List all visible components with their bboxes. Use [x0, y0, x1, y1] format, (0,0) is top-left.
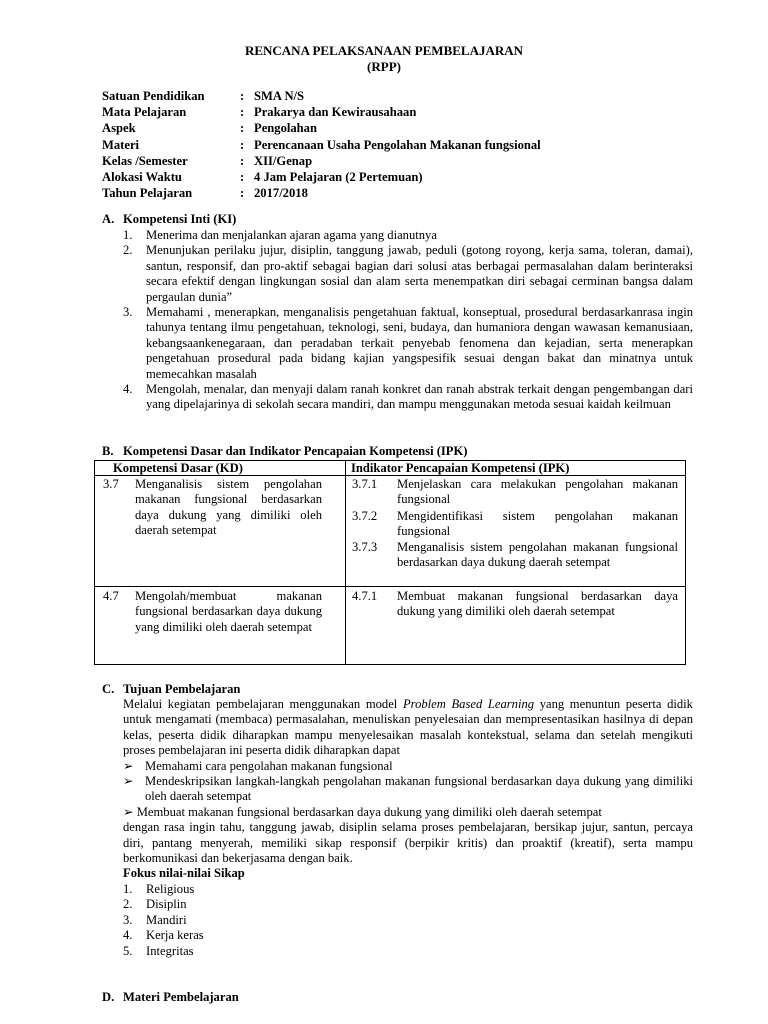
kd-text: Mengolah/membuat makanan fungsional berdasarkan daya dukung yang dimiliki oleh daerah setempat: [135, 589, 322, 634]
item-text: Memahami , menerapkan, menganalisis pengetahuan faktual, konseptual, prosedural berdasarkanrasa ingin tahunya tentang ilmu pengetahuan, teknologi, seni, budaya, dan humaniora dengan wawasan kemanusiaan, kebangsaankenegaraan, dan peradaban terkait penyebab fenomena dan kejadian, serta menerapkan pengetahuan prosedural pada bidang kajian yangspesifik sesuai dengan bakat dan minatnya untuk memecahkan masalah: [146, 305, 693, 381]
item-number: 1.: [123, 228, 133, 242]
list-item: [123, 228, 693, 243]
identity-colon: :: [240, 89, 245, 103]
section-title: Tujuan Pembelajaran: [123, 682, 241, 696]
item-number: 3.: [123, 305, 133, 320]
goal-item: [123, 805, 693, 820]
identity-value: 4 Jam Pelajaran (2 Pertemuan): [254, 169, 423, 184]
list-item: [123, 305, 693, 382]
section-title: Materi Pembelajaran: [123, 990, 239, 1004]
list-item: [123, 882, 693, 897]
item-number: 3.: [123, 912, 133, 927]
item-text: Kerja keras: [146, 928, 204, 943]
list-item: [123, 382, 693, 413]
identity-label: Kelas /Semester: [102, 153, 188, 168]
list-item: [123, 928, 693, 943]
identity-block: [102, 89, 541, 202]
item-number: 2.: [123, 897, 133, 912]
list-item: [123, 944, 693, 959]
kd-number: 3.7: [103, 477, 119, 491]
section-letter: D.: [102, 990, 115, 1004]
model-name: Problem Based Learning: [402, 697, 535, 711]
item-number: 1.: [123, 881, 133, 896]
ipk-number: 4.7.1: [352, 589, 378, 603]
identity-colon: :: [240, 105, 245, 120]
kd-text: Menganalisis sistem pengolahan makanan fungsional berdasarkan daya dukung yang dimiliki oleh daerah setempat: [135, 477, 322, 538]
goal-item: [123, 774, 693, 805]
identity-row: [102, 89, 541, 105]
identity-label: Alokasi Waktu: [102, 169, 182, 184]
ipk-number: 3.7.3: [352, 540, 378, 554]
identity-label: Mata Pelajaran: [102, 105, 187, 120]
learning-objectives: [123, 697, 693, 959]
document-title: RENCANA PELAKSANAAN PEMBELAJARAN: [244, 43, 524, 58]
ipk-text: Menganalisis sistem pengolahan makanan fungsional berdasarkan daya dukung daerah setempat: [397, 540, 678, 570]
identity-colon: :: [240, 186, 245, 201]
identity-value: Pengolahan: [254, 121, 317, 136]
intro-text: yang menuntun peserta didik untuk mengamati (membaca) permasalahan, menuliskan penyelesaian dan mempresentasikan hasilnya di depan kelas, peserta didik diharapkan mampu menyelesaikan masalah kontekstual, selama dan setelah mengikuti proses pembelajaran ini peserta didik diharapkan dapat: [123, 697, 693, 758]
item-number: 4.: [123, 928, 133, 943]
identity-row: [102, 105, 541, 121]
ipk-text: Menjelaskan cara melakukan pengolahan makanan fungsional: [397, 477, 678, 507]
section-d-heading: [102, 990, 239, 1005]
item-text: Mandiri: [146, 912, 187, 927]
identity-row: [102, 154, 541, 170]
goal-text: Memahami cara pengolahan makanan fungsional: [145, 758, 393, 773]
identity-colon: :: [240, 137, 245, 152]
list-item: [123, 897, 693, 912]
goal-text: Membuat makanan fungsional berdasarkan daya dukung yang dimiliki oleh daerah setempat: [136, 804, 602, 819]
item-number: 5.: [123, 943, 133, 958]
document-subtitle: (RPP): [367, 59, 401, 74]
item-number: 4.: [123, 382, 133, 397]
objectives-closing: dengan rasa ingin tahu, tanggung jawab, disiplin selama proses pembelajaran, bersikap jujur, santun, percaya diri, pantang menyerah, memiliki sikap responsif (berpikir kritis) dan proaktif (kreatif), serta mampu berkomunikasi dan bekerjasama dengan baik.: [123, 820, 693, 866]
arrow-bullet-icon: ➢: [123, 774, 134, 789]
ipk-cell: [352, 589, 682, 620]
identity-label: Satuan Pendidikan: [102, 89, 205, 103]
objectives-intro: [123, 697, 693, 759]
kd-number: 4.7: [103, 589, 119, 603]
goal-text: Mendeskripsikan langkah-langkah pengolahan makanan fungsional berdasarkan daya dukung yang dimiliki oleh daerah setempat: [145, 774, 693, 804]
table-divider: [95, 586, 685, 587]
ipk-column-header: Indikator Pencapaian Kompetensi (IPK): [351, 461, 570, 475]
ipk-number: 3.7.2: [352, 509, 378, 523]
section-a-heading: [102, 212, 236, 227]
item-text: Disiplin: [146, 897, 187, 912]
section-letter: B.: [102, 444, 114, 458]
list-item: [123, 913, 693, 928]
section-title: Kompetensi Dasar dan Indikator Pencapaian Kompetensi (IPK): [123, 444, 468, 458]
identity-value: XII/Genap: [254, 153, 313, 168]
ipk-text: Mengidentifikasi sistem pengolahan makanan fungsional: [397, 509, 678, 539]
kd-cell: [103, 589, 339, 635]
section-title: Kompetensi Inti (KI): [123, 212, 237, 226]
item-text: Menerima dan menjalankan ajaran agama yang dianutnya: [146, 228, 437, 242]
ipk-number: 3.7.1: [352, 477, 378, 491]
identity-colon: :: [240, 153, 245, 168]
identity-row: [102, 170, 541, 186]
item-text: Mengolah, menalar, dan menyaji dalam ranah konkret dan ranah abstrak terkait dengan pengembangan dari yang dipelajarinya di sekolah secara mandiri, dan mampu menggunakan metoda sesuai kaidah keilmuan: [146, 382, 693, 412]
item-text: Integritas: [146, 943, 194, 958]
kd-ipk-table: [94, 460, 686, 665]
item-text: Religious: [146, 881, 195, 896]
identity-label: Materi: [102, 137, 140, 152]
section-c-heading: [102, 682, 240, 697]
ipk-cell: [352, 477, 682, 508]
item-number: 2.: [123, 243, 133, 258]
intro-text: Melalui kegiatan pembelajaran menggunakan model: [123, 697, 403, 711]
list-item: [123, 243, 693, 305]
table-divider: [345, 461, 346, 664]
section-b-heading: [102, 444, 468, 459]
arrow-bullet-icon: ➢: [123, 804, 134, 819]
identity-colon: :: [240, 169, 245, 184]
ipk-text: Membuat makanan fungsional berdasarkan daya dukung yang dimiliki oleh daerah setempat: [397, 589, 678, 619]
identity-row: [102, 186, 541, 202]
identity-value: 2017/2018: [254, 186, 308, 201]
identity-value: SMA N/S: [254, 89, 305, 103]
goal-item: [123, 759, 693, 774]
identity-colon: :: [240, 121, 245, 136]
arrow-bullet-icon: ➢: [123, 758, 134, 773]
item-text: Menunjukan perilaku jujur, disiplin, tanggung jawab, peduli (gotong royong, kerja sama, toleran, damai), santun, responsif, dan pro-aktif sebagai bagian dari solusi atas berbagai permasalahan dalam berinteraksi secara efektif dengan lingkungan sosial dan alam serta menempatkan diri sebagai cerminan bangsa dalam pergaulan dunia”: [146, 243, 693, 304]
section-letter: A.: [102, 212, 115, 226]
kd-cell: [103, 477, 339, 539]
ipk-cell: [352, 540, 682, 571]
identity-label: Aspek: [102, 121, 136, 136]
kd-column-header: Kompetensi Dasar (KD): [113, 461, 243, 475]
identity-label: Tahun Pelajaran: [102, 186, 193, 201]
identity-value: Perencanaan Usaha Pengolahan Makanan fungsional: [254, 137, 541, 152]
ki-list: [123, 228, 693, 413]
section-letter: C.: [102, 682, 115, 696]
identity-row: [102, 121, 541, 137]
focus-values-title: Fokus nilai-nilai Sikap: [123, 866, 245, 881]
ipk-cell: [352, 509, 682, 540]
identity-value: Prakarya dan Kewirausahaan: [254, 105, 417, 120]
identity-row: [102, 138, 541, 154]
